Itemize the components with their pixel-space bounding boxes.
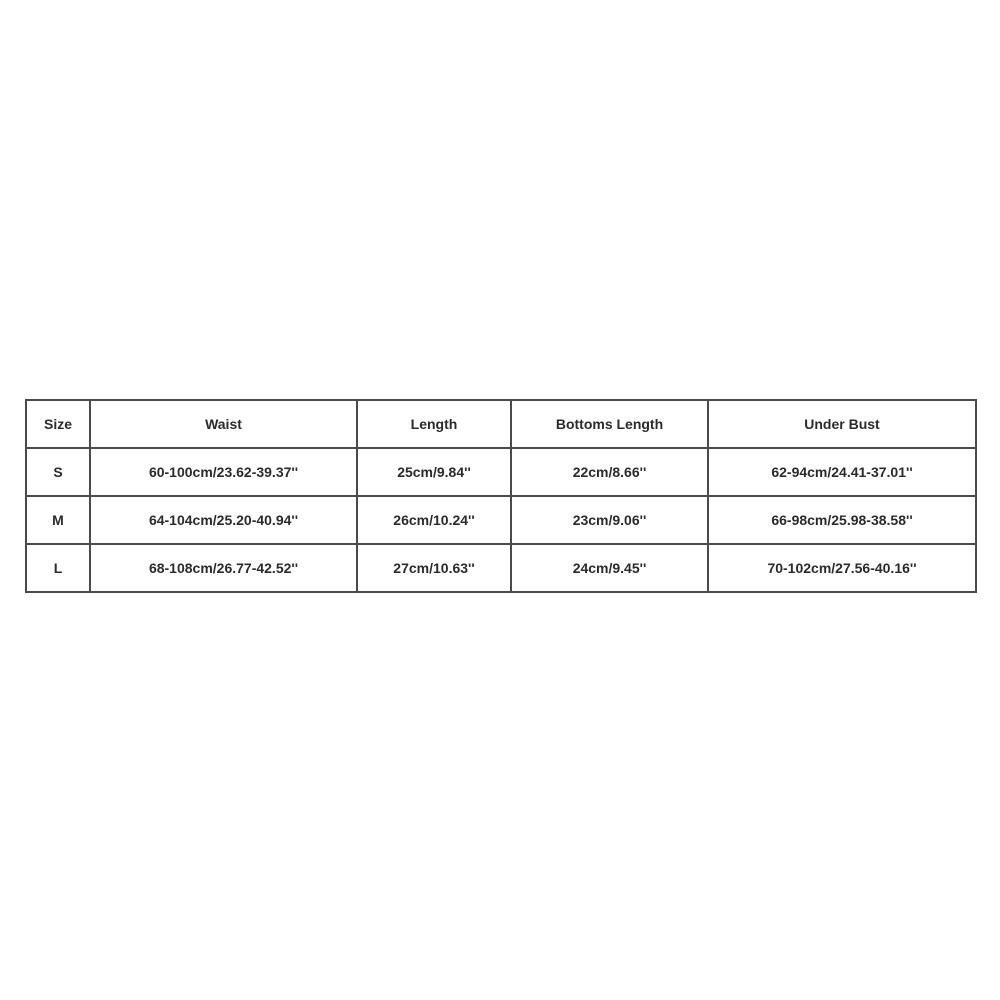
- cell-length: 27cm/10.63'': [357, 544, 511, 592]
- header-size: Size: [26, 400, 90, 448]
- cell-length: 25cm/9.84'': [357, 448, 511, 496]
- cell-under-bust: 66-98cm/25.98-38.58'': [708, 496, 976, 544]
- header-row: [26, 400, 976, 448]
- header-bottoms-length: Bottoms Length: [511, 400, 708, 448]
- cell-size: L: [26, 544, 90, 592]
- header-length: Length: [357, 400, 511, 448]
- cell-waist: 64-104cm/25.20-40.94'': [90, 496, 357, 544]
- header-waist: Waist: [90, 400, 357, 448]
- cell-under-bust: 70-102cm/27.56-40.16'': [708, 544, 976, 592]
- table-row: [26, 496, 976, 544]
- cell-waist: 68-108cm/26.77-42.52'': [90, 544, 357, 592]
- cell-bottoms-length: 23cm/9.06'': [511, 496, 708, 544]
- table-row: [26, 544, 976, 592]
- size-chart-table: [25, 399, 977, 593]
- cell-waist: 60-100cm/23.62-39.37'': [90, 448, 357, 496]
- cell-size: M: [26, 496, 90, 544]
- table-row: [26, 448, 976, 496]
- cell-bottoms-length: 24cm/9.45'': [511, 544, 708, 592]
- cell-size: S: [26, 448, 90, 496]
- cell-length: 26cm/10.24'': [357, 496, 511, 544]
- cell-bottoms-length: 22cm/8.66'': [511, 448, 708, 496]
- header-under-bust: Under Bust: [708, 400, 976, 448]
- cell-under-bust: 62-94cm/24.41-37.01'': [708, 448, 976, 496]
